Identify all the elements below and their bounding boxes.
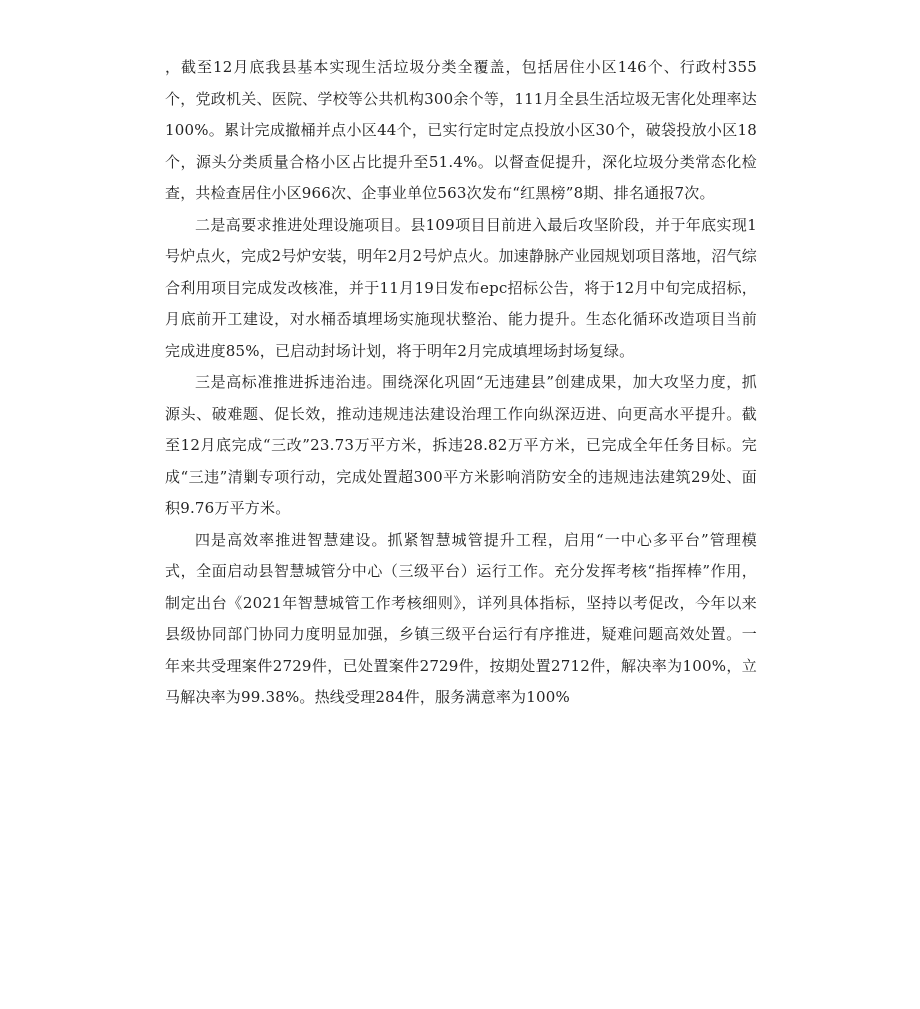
paragraph-waste-sorting: ，截至12月底我县基本实现生活垃圾分类全覆盖，包括居住小区146个、行政村355个，党政机关、医院、学校等公共机构300余个等，111月全县生活垃圾无害化处理率达100%。累计完成撤桶并点小区44个，已实行定时定点投放小区30个，破袋投放小区18个，源头分类质量合格小区占比提升至51.4%。以督查促提升，深化垃圾分类常态化检查，共检查居住小区966次、企事业单位563次发布“红黑榜”8期、排名通报7次。 bbox=[165, 58, 757, 202]
document-body bbox=[165, 52, 757, 714]
paragraph-treatment-facilities: 二是高要求推进处理设施项目。县109项目目前进入最后攻坚阶段，并于年底实现1号炉点火，完成2号炉安装，明年2月2号炉点火。加速静脉产业园规划项目落地，沼气综合利用项目完成发改核准，并于11月19日发布epc招标公告，将于12月中旬完成招标，月底前开工建设，对水桶岙填埋场实施现状整治、能力提升。生态化循环改造项目当前完成进度85%，已启动封场计划，将于明年2月完成填埋场封场复绿。 bbox=[165, 215, 757, 360]
paragraph-smart-city: 四是高效率推进智慧建设。抓紧智慧城管提升工程，启用“一中心多平台”管理模式，全面启动县智慧城管分中心（三级平台）运行工作。充分发挥考核“指挥棒”作用，制定出台《2021年智慧城管工作考核细则》，详列具体指标，坚持以考促改，今年以来县级协同部门协同力度明显加强，乡镇三级平台运行有序推进，疑难问题高效处置。一年来共受理案件2729件，已处置案件2729件，按期处置2712件，解决率为100%，立马解决率为99.38%。热线受理284件，服务满意率为100% bbox=[165, 530, 757, 706]
paragraph-illegal-construction: 三是高标准推进拆违治违。围绕深化巩固“无违建县”创建成果，加大攻坚力度，抓源头、破难题、促长效，推动违规违法建设治理工作向纵深迈进、向更高水平提升。截至12月底完成“三改”23.73万平方米，拆违28.82万平方米，已完成全年任务目标。完成“三违”清剿专项行动，完成处置超300平方米影响消防安全的违规违法建筑29处、面积9.76万平方米。 bbox=[165, 373, 757, 517]
